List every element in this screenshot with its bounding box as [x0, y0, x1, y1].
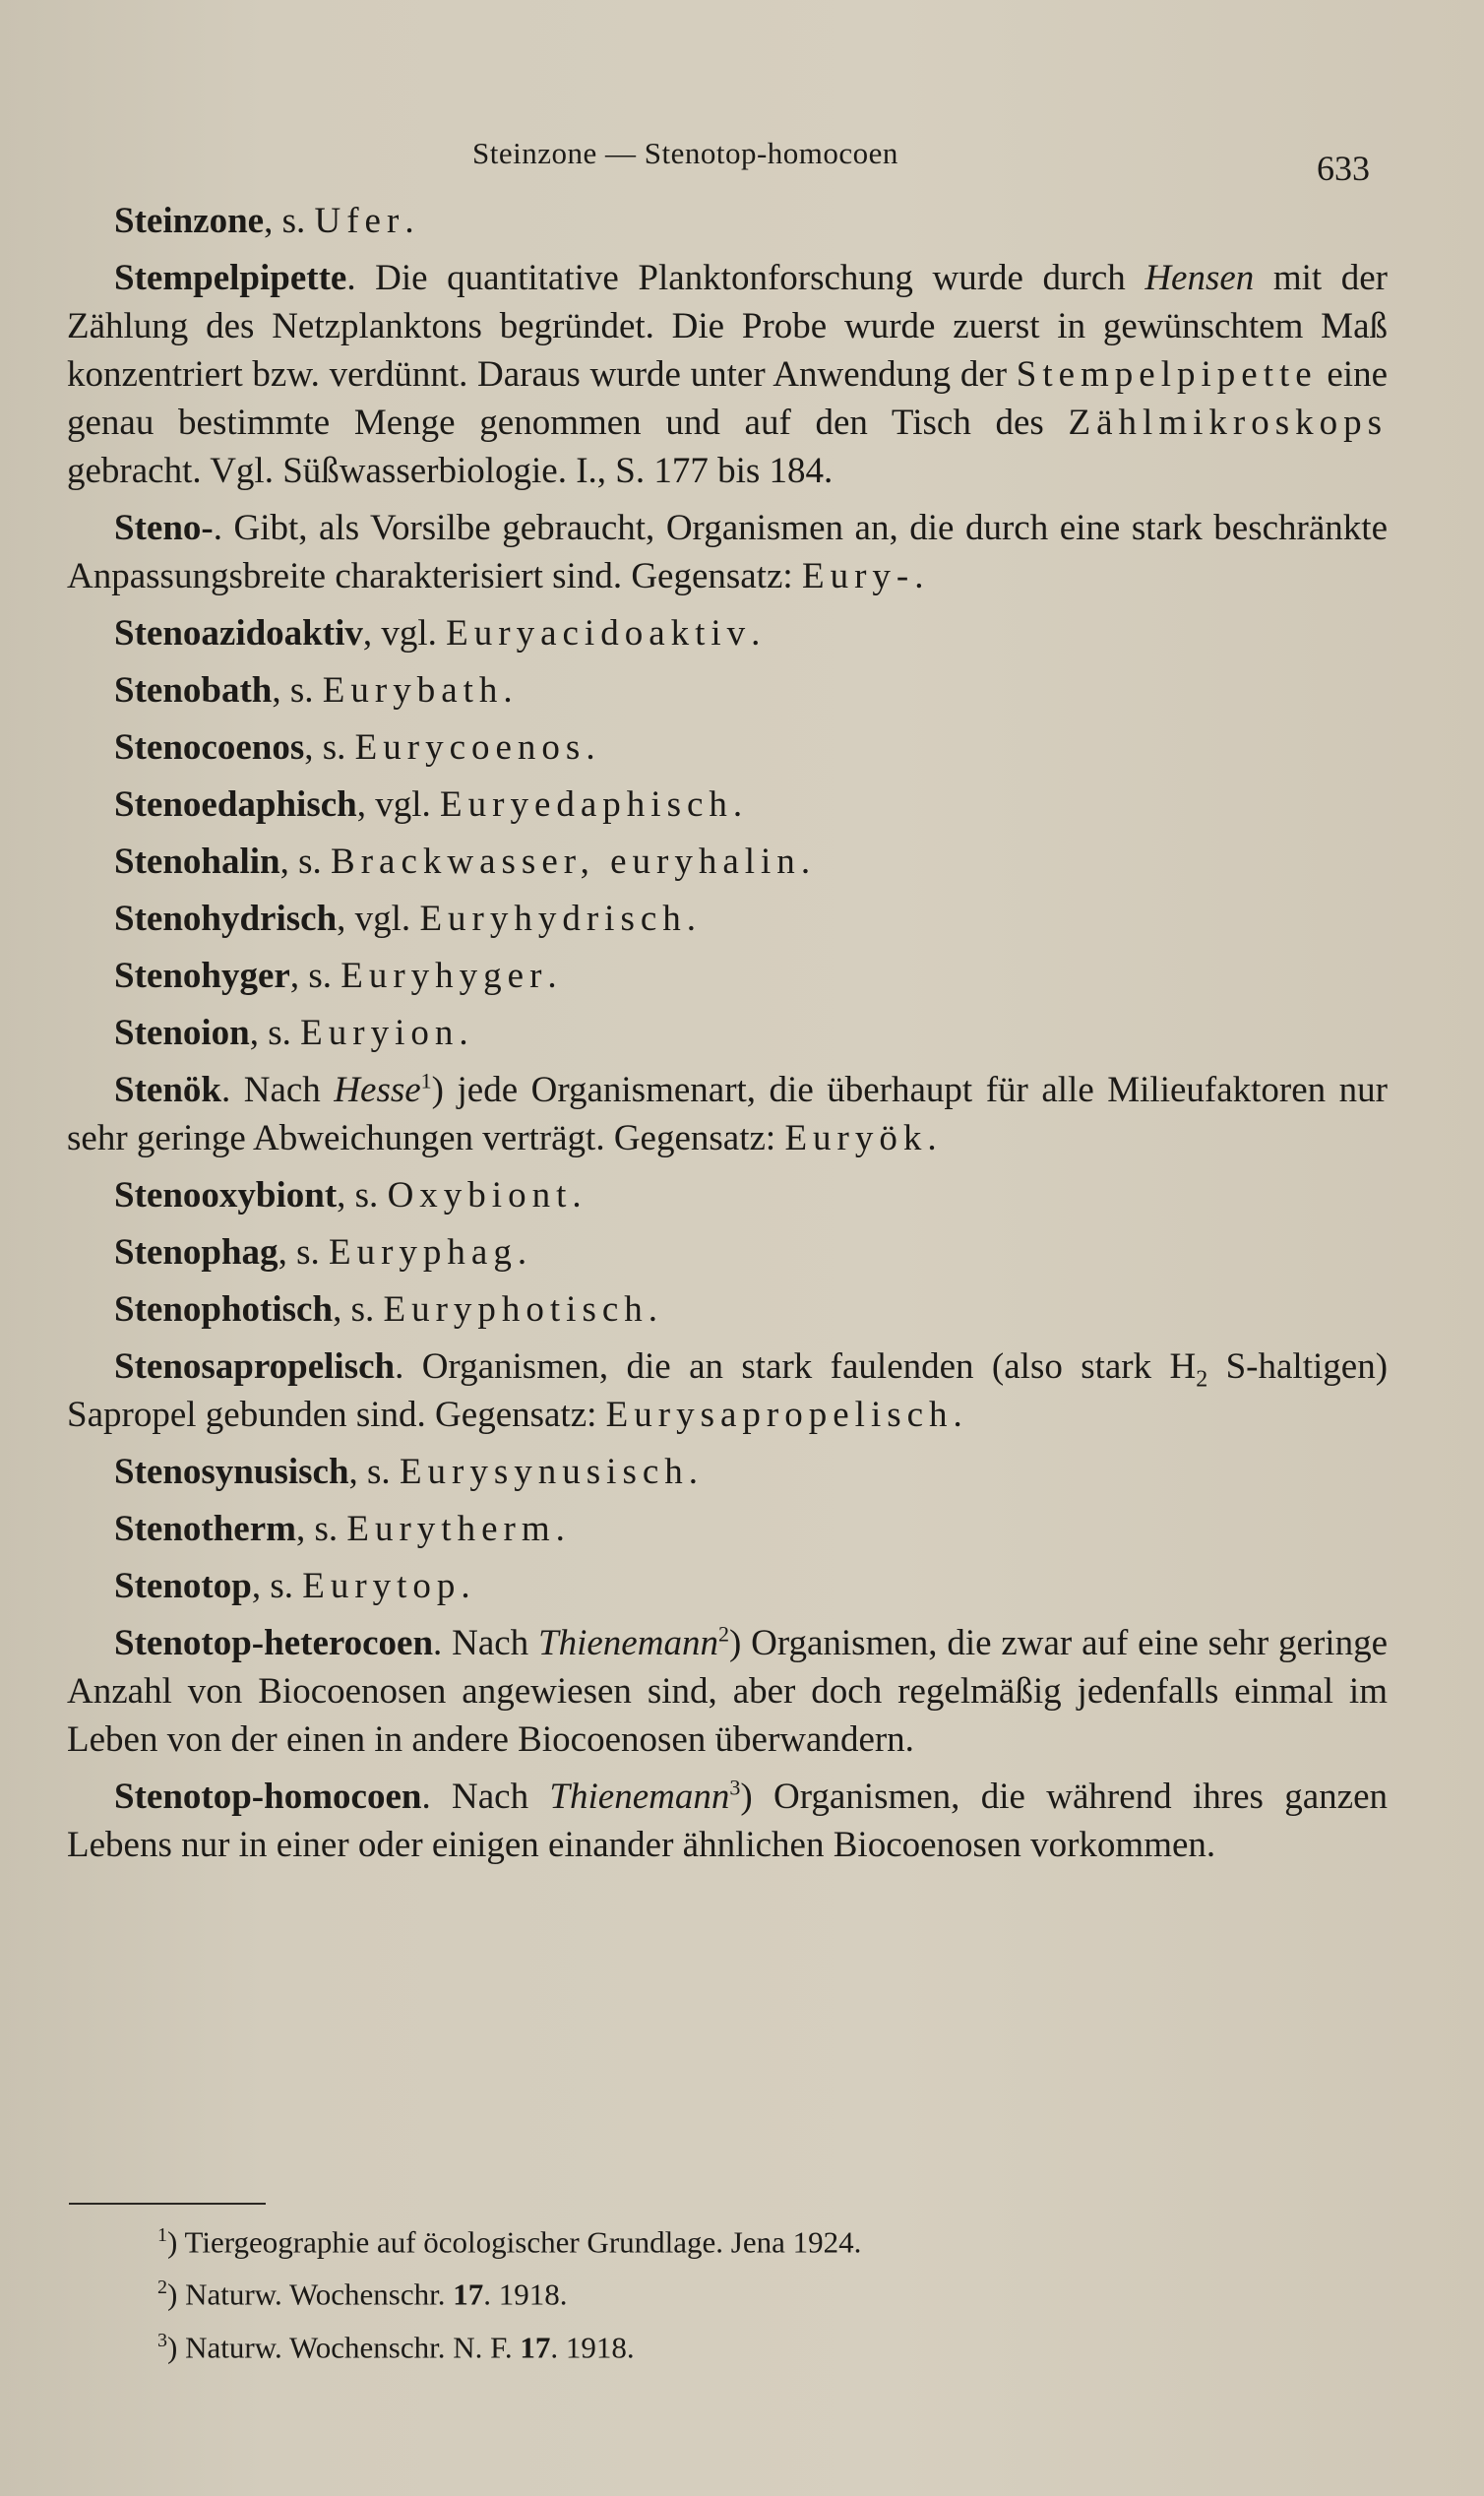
- entry-lemma: Stenobath: [114, 670, 273, 711]
- entry-lemma: Stenotop-homocoen: [114, 1777, 422, 1817]
- cross-reference: Eurybath: [322, 670, 504, 711]
- entry-stenotop-homocoen: Stenotop-homocoen. Nach Thienemann$^3$) Organismen, die während ihres ganzen Lebens nur in einer oder einigen einander ähnlichen Biocoenosen vorkommen.: [67, 1775, 1388, 1865]
- entry-stenosapropelisch: Stenosapropelisch. Organismen, die an stark faulenden (also stark $H_2$ S-haltigen) Sapropel gebunden sind. Gegensatz: Eurysapropelisch.: [67, 1346, 1389, 1435]
- entry-lemma: Stenocoenos: [114, 727, 305, 768]
- footnote-reference: 1: [420, 1068, 432, 1093]
- cross-reference: Euryphotisch: [383, 1289, 649, 1330]
- entry-stenoek: Stenök. Nach Hesse$^1$) jede Organismenart, die überhaupt für alle Milieufaktoren nur sehr geringe Abweichungen verträgt. Gegensatz: Euryök.: [67, 1068, 1388, 1158]
- entry-lemma: Stenohyger: [114, 956, 290, 996]
- entry-stenohalin: Stenohalin, s. Brackwasser, euryhalin.: [114, 842, 811, 882]
- running-head: Steinzone — Stenotop-homocoen: [472, 136, 898, 170]
- cross-reference: Oxybiont: [387, 1175, 573, 1216]
- entry-stenoedaphisch: Stenoedaphisch, vgl. Euryedaphisch.: [114, 784, 743, 825]
- entry-steno: Steno-. Gibt, als Vorsilbe gebraucht, Organismen an, die durch eine stark beschränkte Anpassungsbreite charakterisiert sind. Gegensatz: Eury-.: [67, 508, 1388, 596]
- entry-lemma: Stenotop: [114, 1566, 252, 1606]
- author-name: Hensen: [1144, 258, 1255, 298]
- subscript-two: 2: [1196, 1366, 1208, 1393]
- footnote-3: $^3$) Naturw. Wochenschr. N. F. 17. 1918.: [157, 2329, 635, 2364]
- entry-stenotherm: Stenotherm, s. Eurytherm.: [114, 1509, 565, 1549]
- cross-reference: Euryedaphisch: [440, 784, 733, 825]
- entry-stenosynusisch: Stenosynusisch, s. Eurysynusisch.: [114, 1452, 699, 1492]
- cross-reference: Eurytop: [302, 1566, 462, 1606]
- cross-reference: Brackwasser, euryhalin: [331, 842, 801, 882]
- author-name: Thienemann: [538, 1623, 718, 1663]
- entry-lemma: Stenoedaphisch: [114, 784, 357, 825]
- dictionary-body: [67, 197, 1388, 1878]
- cross-reference: Euryion: [300, 1013, 460, 1053]
- entry-lemma: Stenophag: [114, 1232, 278, 1273]
- entry-lemma: Stenohalin: [114, 842, 280, 882]
- entry-lemma: Stenotherm: [114, 1509, 296, 1549]
- entry-lemma: Stenök: [114, 1070, 221, 1110]
- cross-reference: Euryhydrisch: [419, 899, 687, 939]
- entry-stenotop-heterocoen: Stenotop-heterocoen. Nach Thienemann$^2$) Organismen, die zwar auf eine sehr geringe Anzahl von Biocoenosen angewiesen sind, aber doch regelmäßig jedenfalls einmal im Leben von der einen in andere Biocoenosen überwandern.: [67, 1621, 1388, 1760]
- footnote-2: $^2$) Naturw. Wochenschr. 17. 1918.: [157, 2277, 568, 2312]
- cross-reference: Euryök: [784, 1118, 928, 1158]
- entry-stenoazidoaktiv: Stenoazidoaktiv, vgl. Euryacidoaktiv.: [114, 613, 761, 654]
- entry-lemma: Stenohydrisch: [114, 899, 338, 939]
- author-name: Thienemann: [549, 1777, 730, 1817]
- footnotes: [157, 2213, 1338, 2370]
- entry-stenohydrisch: Stenohydrisch, vgl. Euryhydrisch.: [114, 899, 697, 939]
- entry-lemma: Stenophotisch: [114, 1289, 334, 1330]
- entry-lemma: Stenosapropelisch: [114, 1346, 396, 1387]
- author-name: Hesse: [334, 1070, 421, 1110]
- entry-stenophotisch: Stenophotisch, s. Euryphotisch.: [114, 1289, 658, 1330]
- cross-reference: Eurytherm: [346, 1509, 556, 1549]
- cross-reference: Euryacidoaktiv: [446, 613, 752, 654]
- spaced-term: Zählmikroskops: [1068, 403, 1388, 443]
- footnote-1: $^1$) Tiergeographie auf öcologischer Grundlage. Jena 1924.: [157, 2224, 862, 2260]
- footnote-divider: [69, 2203, 266, 2205]
- entry-stenocoenos: Stenocoenos, s. Eurycoenos.: [114, 727, 595, 768]
- entry-lemma: Stempelpipette: [114, 258, 347, 298]
- entry-steinzone: Steinzone, s. Ufer.: [114, 201, 414, 241]
- entry-lemma: Stenotop-heterocoen: [114, 1623, 434, 1663]
- cross-reference: Euryhyger: [340, 956, 548, 996]
- cross-reference: Eurycoenos: [354, 727, 587, 768]
- entry-stenoion: Stenoion, s. Euryion.: [114, 1013, 468, 1053]
- footnote-reference: 2: [717, 1621, 729, 1647]
- entry-stenohyger: Stenohyger, s. Euryhyger.: [114, 956, 557, 996]
- cross-reference: Eury-: [801, 556, 915, 596]
- cross-reference: Eurysynusisch: [399, 1452, 689, 1492]
- entry-stenophag: Stenophag, s. Euryphag.: [114, 1232, 527, 1273]
- entry-lemma: Stenosynusisch: [114, 1452, 349, 1492]
- entry-lemma: Stenoion: [114, 1013, 250, 1053]
- entry-stenooxybiont: Stenooxybiont, s. Oxybiont.: [114, 1175, 582, 1216]
- entry-stenotop: Stenotop, s. Eurytop.: [114, 1566, 470, 1606]
- cross-reference: Eurysapropelisch: [605, 1395, 954, 1435]
- cross-reference: Euryphag: [328, 1232, 518, 1273]
- spaced-term: Stempelpipette: [1016, 354, 1318, 395]
- entry-lemma: Stenoazidoaktiv: [114, 613, 363, 654]
- entry-stempelpipette: Stempelpipette. Die quantitative Planktonforschung wurde durch Hensen mit der Zählung des Netzplanktons begründet. Die Probe wurde zuerst in gewünschtem Maß konzentriert bzw. verdünnt. Daraus wurde unter Anwendung der Stempelpipette eine genau bestimmte Menge genommen und auf den Tisch des Zählmikroskops gebracht. Vgl. Süßwasserbiologie. I., S. 177 bis 184.: [67, 258, 1389, 491]
- entry-lemma: Steinzone: [114, 201, 265, 241]
- page-number: 633: [1317, 149, 1370, 188]
- footnote-reference: 3: [729, 1775, 741, 1800]
- entry-stenobath: Stenobath, s. Eurybath.: [114, 670, 513, 711]
- entry-lemma: Stenooxybiont: [114, 1175, 338, 1216]
- cross-reference: Ufer: [314, 201, 405, 241]
- entry-lemma: Steno-: [114, 508, 214, 548]
